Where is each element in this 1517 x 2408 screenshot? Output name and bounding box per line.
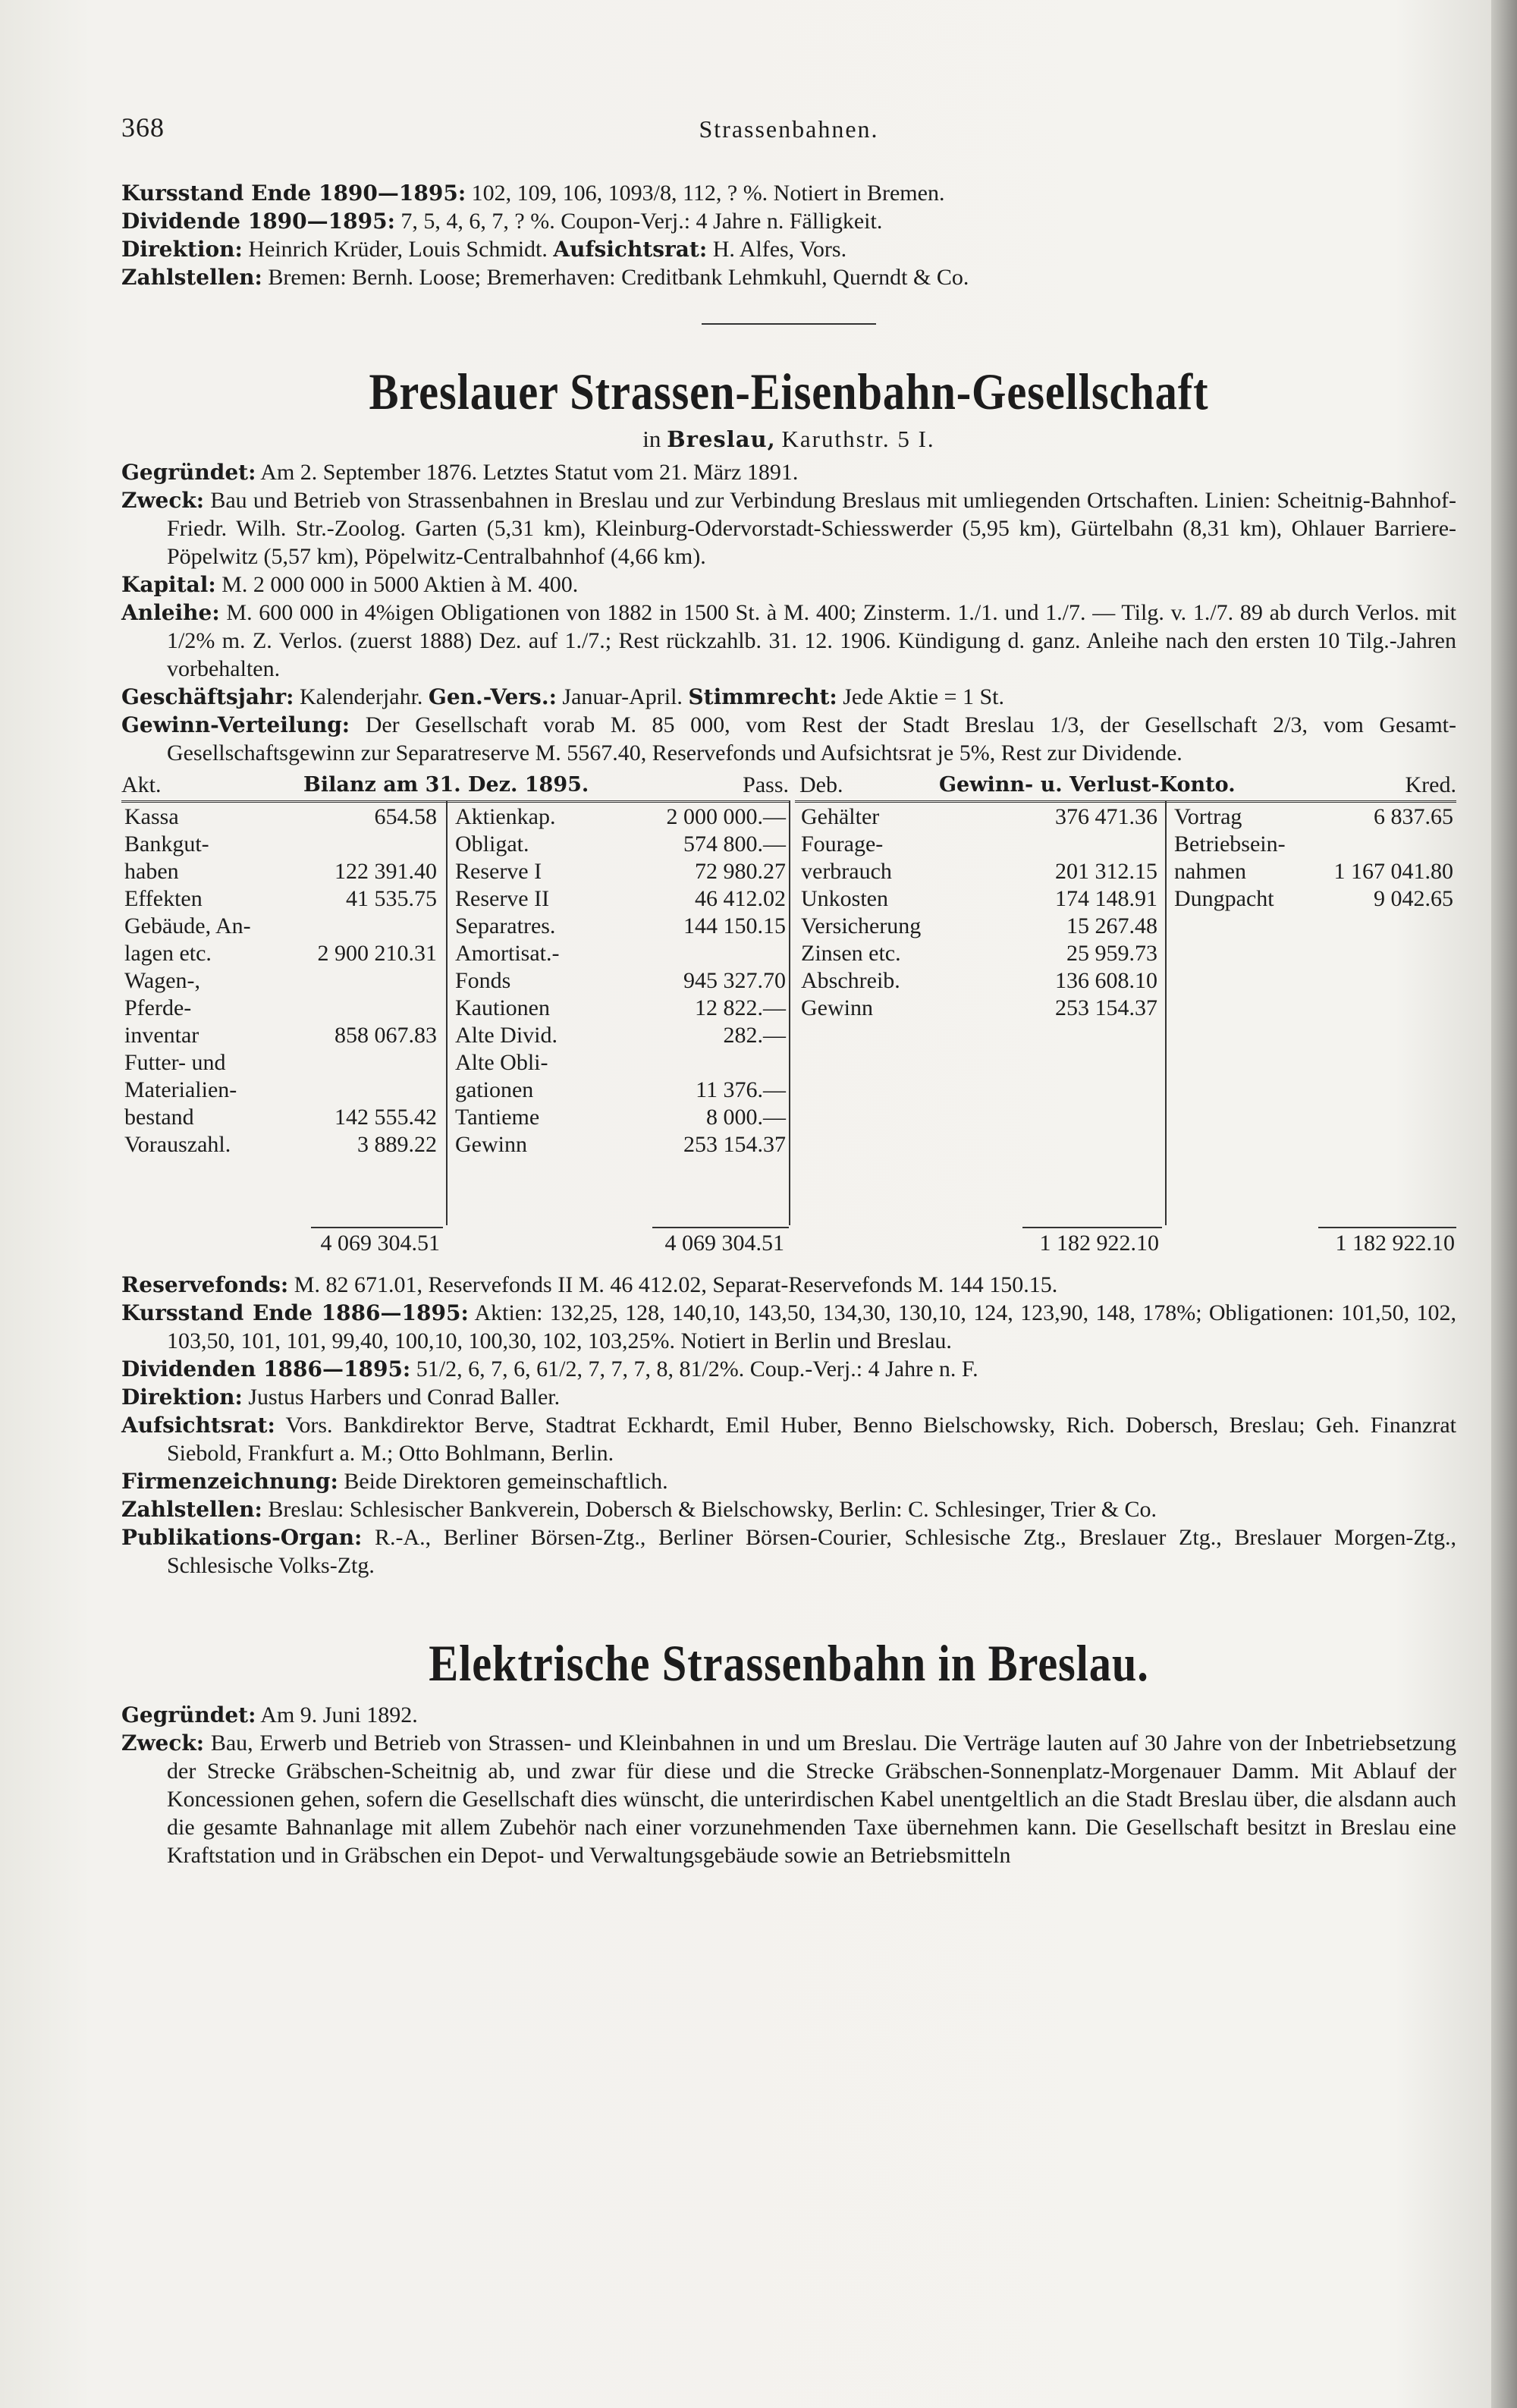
entry-loan: Anleihe: M. 600 000 in 4%igen Obligationen von 1882 in 1500 St. à M. 400; Zinsterm. 1./1. und 1./7. — Tilg. v. 1./7. 89 ab durch Verlos. mit 1/2% m. Z. Verlos. (zuerst 1888) Dez. auf 1./7.; Rest rückzahlb. 31. 12. 1906. Kündigung d. ganz. Anleihe nach den ersten 10 Tilg.-Jahren vorbehalten. (121, 600, 1456, 681)
row-amount (610, 1049, 789, 1077)
table-row (121, 803, 440, 831)
row-amount (610, 940, 789, 967)
row-amount: 282.— (723, 1023, 786, 1048)
row-label: Fourage- (801, 831, 884, 857)
top-entry: Direktion: Heinrich Krüder, Louis Schmidt. Aufsichtsrat: H. Alfes, Vors. (121, 237, 847, 262)
row-label: Vortrag (1174, 804, 1242, 829)
debit-column (798, 803, 1161, 1022)
table-row (121, 1131, 440, 1158)
company2-title: Elektrische Strassenbahn in Breslau. (429, 1634, 1149, 1692)
section-divider (702, 323, 876, 325)
row-amount: 3 889.22 (357, 1132, 437, 1157)
row-label: Materialien- (124, 1077, 237, 1102)
top-entry: Zahlstellen: Bremen: Bernh. Loose; Bremerhaven: Creditbank Lehmkuhl, Querndt & Co. (121, 265, 969, 290)
row-amount: 376 471.36 (1055, 804, 1157, 829)
pl-left-head: Deb. (799, 772, 843, 797)
entry-capital: Kapital: M. 2 000 000 in 5000 Aktien à M. 400. (121, 572, 579, 597)
row-amount: 2 000 000.— (666, 804, 786, 829)
balance-left-head: Akt. (121, 772, 162, 797)
company-address: in Breslau, Karuthstr. 5 I. (642, 426, 935, 452)
table-row (121, 995, 440, 1022)
table-row (121, 1049, 440, 1077)
entry-publications: Publikations-Organ: R.-A., Berliner Börsen-Ztg., Berliner Börsen-Courier, Schlesische Ztg., Breslauer Ztg., Breslauer Morgen-Ztg., Schlesische Volks-Ztg. (121, 1525, 1457, 1578)
pl-right-head: Kred. (1405, 772, 1456, 797)
table-row (452, 913, 789, 940)
table-row (452, 1104, 789, 1131)
row-amount: 858 067.83 (334, 1023, 437, 1048)
table-row (121, 967, 440, 995)
row-amount: 46 412.02 (695, 886, 786, 911)
row-label: Wagen-, (124, 968, 201, 993)
page-content (121, 114, 1456, 1869)
row-amount (993, 831, 1161, 858)
top-entry: Kursstand Ende 1890—1895: 102, 109, 106, 1093/8, 112, ? %. Notiert in Bremen. (121, 181, 945, 206)
row-amount (285, 831, 440, 858)
table-row (121, 940, 440, 967)
company2-founded: Gegründet: Am 9. Juni 1892. (121, 1702, 418, 1727)
table-row (452, 1131, 789, 1158)
row-amount: 1 167 041.80 (1333, 859, 1453, 884)
row-amount: 253 154.37 (683, 1132, 786, 1157)
row-label: lagen etc. (124, 941, 212, 966)
total-rule (1022, 1227, 1162, 1228)
row-label: Obligat. (455, 831, 529, 857)
row-amount: 144 150.15 (683, 913, 786, 938)
row-label: Unkosten (801, 886, 888, 911)
balance-sheet (121, 772, 789, 1256)
row-label: Vorauszahl. (124, 1132, 231, 1157)
pl-header (795, 772, 1456, 803)
row-label: Bankgut- (124, 831, 209, 857)
table-row (121, 1022, 440, 1049)
row-amount: 41 535.75 (346, 886, 437, 911)
row-label: Zinsen etc. (801, 941, 901, 966)
balance-header (121, 772, 789, 803)
profit-loss-account (795, 772, 1456, 1256)
row-label: Tantieme (455, 1105, 540, 1130)
table-row (798, 803, 1161, 831)
table-row (452, 1049, 789, 1077)
row-amount: 9 042.65 (1374, 886, 1453, 911)
entry-signature: Firmenzeichnung: Beide Direktoren gemeinschaftlich. (121, 1469, 668, 1494)
row-label: Alte Divid. (455, 1023, 557, 1048)
row-amount (285, 995, 440, 1022)
row-label: Dungpacht (1174, 886, 1274, 911)
table-row (452, 885, 789, 913)
row-label: Fonds (455, 968, 511, 993)
entry-price-history: Kursstand Ende 1886—1895: Aktien: 132,25, 128, 140,10, 143,50, 134,30, 130,10, 124, 123,90, 148, 178%; Obligationen: 101,50, 102, 103,50, 101, 101, 99,40, 100,10, 100,30, 102, 103,25%. Notiert in Berlin und Breslau. (121, 1300, 1456, 1353)
row-label: haben (124, 859, 179, 884)
row-label: Abschreib. (801, 968, 900, 993)
entry-fiscal-year: Geschäftsjahr: Kalenderjahr. Gen.-Vers.: Januar-April. Stimmrecht: Jede Aktie = 1 St. (121, 684, 1004, 709)
row-label: Kassa (124, 804, 179, 829)
total-rule (1318, 1227, 1456, 1228)
row-label: gationen (455, 1077, 534, 1102)
entry-management: Direktion: Justus Harbers und Conrad Baller. (121, 1385, 561, 1410)
spacer (121, 1693, 1456, 1701)
passiva-column (452, 803, 789, 1158)
row-label: verbrauch (801, 859, 892, 884)
row-label: Aktienkap. (455, 804, 556, 829)
row-label: Futter- und (124, 1050, 226, 1075)
table-row (1171, 885, 1456, 913)
row-label: nahmen (1174, 859, 1246, 884)
company2-purpose: Zweck: Bau, Erwerb und Betrieb von Strassen- und Kleinbahnen in und um Breslau. Die Verträge lauten auf 30 Jahre von der Inbetriebsetzung der Strecke Gräbschen-Scheitnig ab, und zwar für diese und die Strecke Gräbschen-Sonnenplatz-Morgenauer Damm. Mit Ablauf der Koncessionen gehen, sofern die Gesellschaft dies wünscht, die unterirdischen Kabel unentgeltlich an die Stadt Breslau über, die alsdann auch die gesamte Bahnanlage mit allem Zubehör nach einer vorzunehmenden Taxe übernehmen kann. Die Gesellschaft besitzt in Breslau eine Kraftstation und in Gräbschen ein Depot- und Verwaltungsgebäude sowie an Betriebsmitteln (121, 1731, 1457, 1868)
row-amount: 142 555.42 (334, 1105, 437, 1130)
row-label: bestand (124, 1105, 194, 1130)
balance-divider (446, 800, 448, 1225)
row-label: Alte Obli- (455, 1050, 548, 1075)
table-row (121, 1077, 440, 1104)
row-amount: 945 327.70 (683, 968, 786, 993)
row-amount: 2 900 210.31 (317, 941, 437, 966)
row-amount: 72 980.27 (695, 859, 786, 884)
row-amount: 253 154.37 (1055, 995, 1157, 1020)
table-row (798, 995, 1161, 1022)
entry-purpose: Zweck: Bau und Betrieb von Strassenbahnen in Breslau und zur Verbindung Breslaus mit umliegenden Ortschaften. Linien: Scheitnig-Bahnhof-Friedr. Wilh. Str.-Zoolog. Garten (5,31 km), Kleinburg-Odervorstadt-Schiesswerder (5,95 km), Gürtelbahn (8,31 km), Ohlauer Barriere-Pöpelwitz (5,57 km), Pöpelwitz-Centralbahnhof (4,66 km). (121, 488, 1457, 569)
table-row (798, 940, 1161, 967)
table-row (1171, 831, 1456, 858)
page-header (121, 114, 1456, 159)
table-row (121, 1104, 440, 1131)
row-label: Reserve II (455, 886, 550, 911)
balance-right-head: Pass. (743, 772, 789, 797)
table-row (452, 940, 789, 967)
row-amount (285, 967, 440, 995)
balance-title: Bilanz am 31. Dez. 1895. (303, 773, 589, 797)
row-label: Effekten (124, 886, 203, 911)
row-amount (285, 1077, 440, 1104)
row-amount: 15 267.48 (1066, 913, 1157, 938)
table-row (1171, 858, 1456, 885)
pl-divider (1165, 800, 1167, 1225)
table-row (121, 831, 440, 858)
row-label: Versicherung (801, 913, 922, 938)
row-amount: 174 148.91 (1055, 886, 1157, 911)
table-row (452, 1022, 789, 1049)
entry-supervisory-board: Aufsichtsrat: Vors. Bankdirektor Berve, Stadtrat Eckhardt, Emil Huber, Benno Bielschowsky, Rich. Dobersch, Breslau; Geh. Finanzrat Siebold, Frankfurt a. M.; Otto Bohlmann, Berlin. (121, 1413, 1456, 1466)
book-spine-shadow (1491, 0, 1517, 2408)
company-title: Breslauer Strassen-Eisenbahn-Gesellschaft (369, 363, 1209, 420)
row-amount: 12 822.— (695, 995, 786, 1020)
total-rule (652, 1227, 789, 1228)
row-amount (285, 1049, 440, 1077)
entry-profit-distribution: Gewinn-Verteilung: Der Gesellschaft vorab M. 85 000, vom Rest der Stadt Breslau 1/3, der Gesellschaft 2/3, vom Gesamt-Gesellschaftsgewinn zur Separatreserve M. 5567.40, Reservefonds und Aufsichtsrat je 5%, Rest zur Dividende. (121, 712, 1456, 765)
row-amount: 136 608.10 (1055, 968, 1157, 993)
row-amount: 122 391.40 (334, 859, 437, 884)
pl-title: Gewinn- u. Verlust-Konto. (939, 773, 1236, 797)
spacer (121, 1580, 1456, 1633)
row-amount: 8 000.— (706, 1105, 786, 1130)
passiva-total: 4 069 304.51 (664, 1231, 784, 1256)
table-row (798, 885, 1161, 913)
table-row (452, 967, 789, 995)
table-row (452, 995, 789, 1022)
table-row (798, 967, 1161, 995)
row-amount: 201 312.15 (1055, 859, 1157, 884)
row-amount: 6 837.65 (1374, 804, 1453, 829)
entry-paying-agents: Zahlstellen: Breslau: Schlesischer Bankverein, Dobersch & Bielschowsky, Berlin: C. Schlesinger, Trier & Co. (121, 1497, 1157, 1522)
row-label: Reserve I (455, 859, 542, 884)
row-amount: 25 959.73 (1066, 941, 1157, 966)
financial-tables (121, 772, 1456, 1265)
row-label: Gewinn (801, 995, 873, 1020)
row-label: Gehälter (801, 804, 880, 829)
row-label: Betriebsein- (1174, 831, 1286, 857)
entry-dividends: Dividenden 1886—1895: 51/2, 6, 7, 6, 61/2, 7, 7, 7, 8, 81/2%. Coup.-Verj.: 4 Jahre n. F. (121, 1356, 978, 1382)
row-amount (1309, 831, 1456, 858)
row-amount (285, 913, 440, 940)
row-amount: 574 800.— (683, 831, 786, 857)
table-row (798, 913, 1161, 940)
entry-founded: Gegründet: Am 2. September 1876. Letztes Statut vom 21. März 1891. (121, 460, 799, 485)
row-label: Separatres. (455, 913, 556, 938)
table-row (452, 858, 789, 885)
debit-total: 1 182 922.10 (1039, 1231, 1159, 1256)
table-row (798, 858, 1161, 885)
row-label: Gewinn (455, 1132, 527, 1157)
credit-column (1171, 803, 1456, 913)
row-label: inventar (124, 1023, 199, 1048)
table-row (121, 885, 440, 913)
row-label: Kautionen (455, 995, 550, 1020)
credit-total: 1 182 922.10 (1335, 1231, 1455, 1256)
table-row (1171, 803, 1456, 831)
aktiva-total: 4 069 304.51 (320, 1231, 440, 1256)
table-row (452, 803, 789, 831)
balance-right-border (789, 800, 790, 1225)
table-row (121, 913, 440, 940)
row-amount: 11 376.— (696, 1077, 786, 1102)
table-row (452, 831, 789, 858)
running-title: Strassenbahnen. (699, 115, 879, 143)
row-label: Amortisat.- (455, 941, 560, 966)
row-amount: 654.58 (374, 804, 437, 829)
page-number: 368 (121, 112, 165, 143)
entry-reserves: Reservefonds: M. 82 671.01, Reservefonds II M. 46 412.02, Separat-Reservefonds M. 144 150.15. (121, 1272, 1058, 1297)
row-label: Gebäude, An- (124, 913, 251, 938)
table-row (121, 858, 440, 885)
table-row (452, 1077, 789, 1104)
row-label: Pferde- (124, 995, 192, 1020)
total-rule (311, 1227, 443, 1228)
aktiva-column (121, 803, 440, 1158)
top-entry: Dividende 1890—1895: 7, 5, 4, 6, 7, ? %. Coupon-Verj.: 4 Jahre n. Fälligkeit. (121, 209, 883, 234)
table-row (798, 831, 1161, 858)
